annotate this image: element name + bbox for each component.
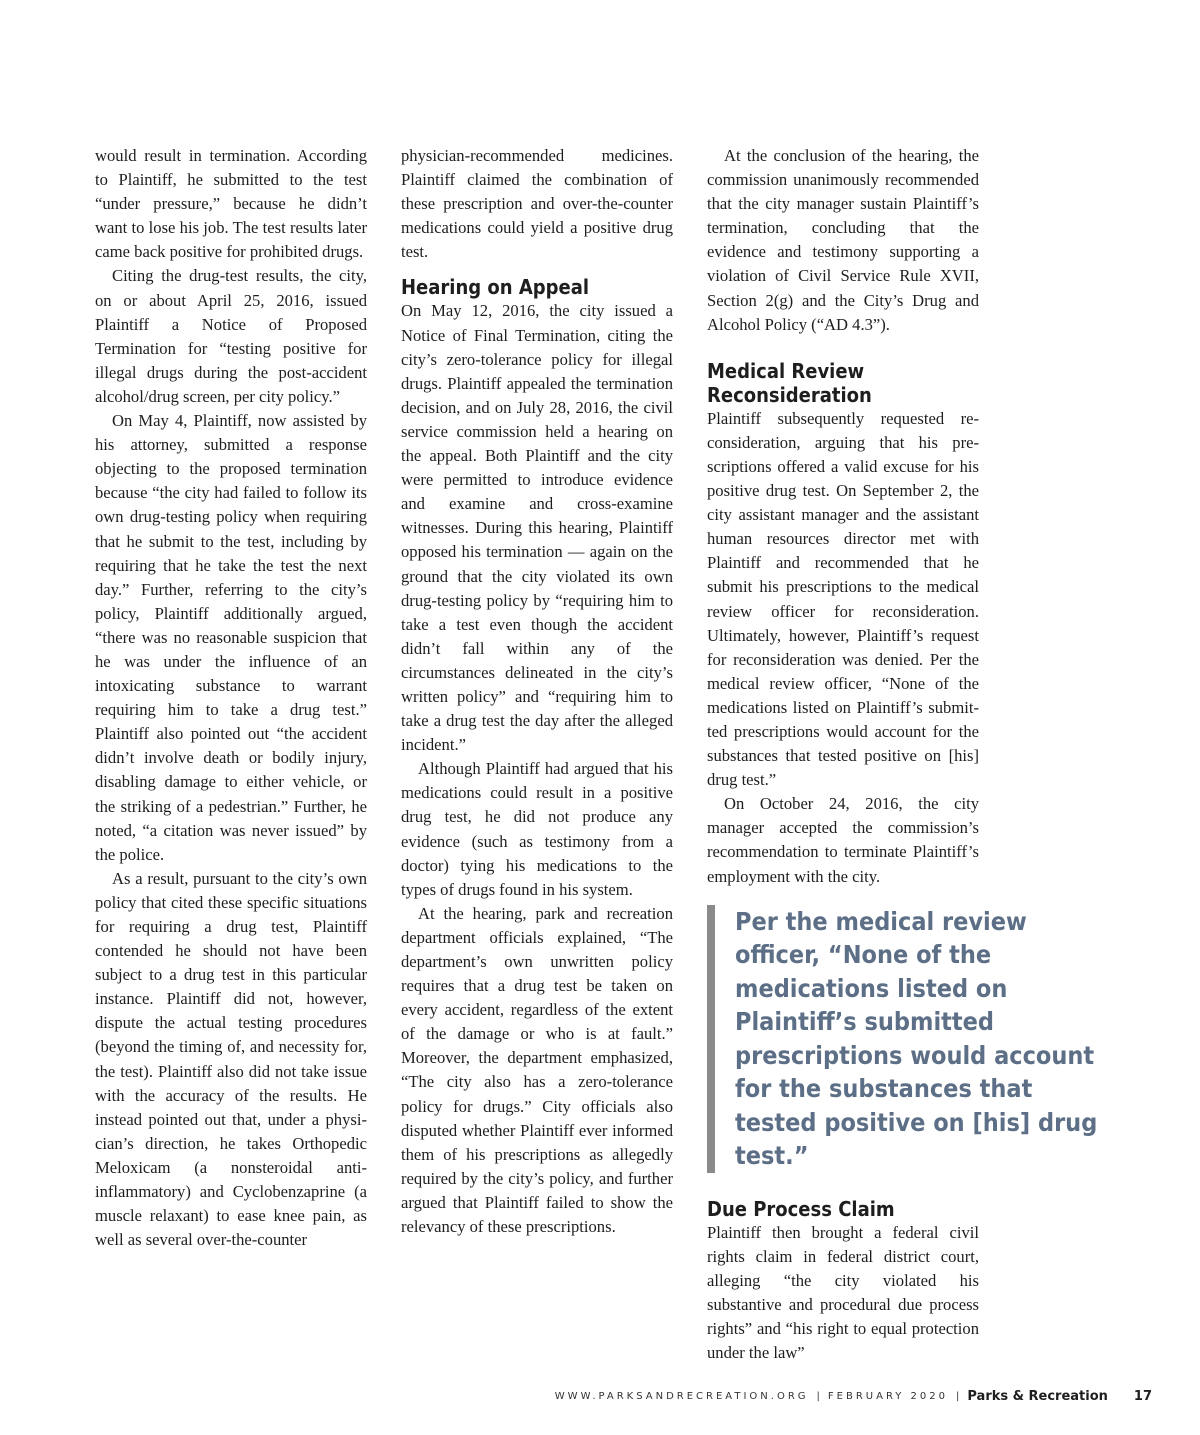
paragraph: Plaintiff then brought a federal civil rights claim in federal district court, alleging “the city violated his substantive and procedural due process rights” and “his right to equal protection under the law” <box>707 1222 979 1363</box>
page-footer <box>555 1386 1152 1406</box>
footer-date: FEBRUARY 2020 <box>827 1390 948 1402</box>
section-heading-due-process: Due Process Claim <box>707 1196 895 1221</box>
paragraph: On May 12, 2016, the city issued a Notice of Final Termination, citing the city’s zero-tolerance policy for illegal drugs. Plaintiff appealed the termination decision, and on July 28, 2016, the civil service commission held a hearing on the appeal. Both Plaintiff and the city were permitted to introduce evidence and examine and cross-examine witnesses. During this hearing, Plaintiff opposed his termination — again on the ground that the city violated its own drug-testing policy by “requiring him to take a test even though the accident didn’t fall within any of the circumstances delineated in the city’s written policy” and “requiring him to take a drug test the day after the alleged incident.” <box>401 301 673 755</box>
footer-separator: | <box>956 1390 960 1402</box>
article-column-1 <box>95 144 367 1252</box>
paragraph: On October 24, 2016, the city manager accepted the commission’s recommendation to terminate Plaintiff’s employment with the city. <box>707 794 979 886</box>
pull-quote <box>707 905 1105 1173</box>
footer-url: WWW.PARKSANDRECREATION.ORG <box>554 1390 809 1402</box>
footer-separator: | <box>816 1390 820 1402</box>
article-column-2 <box>401 144 673 1239</box>
footer-magazine-name: Parks & Recreation <box>967 1388 1108 1404</box>
paragraph: would result in termination. According to Plaintiff, he submitted to the test “under pressure,” because he didn’t want to lose his job. The test results later came back positive for prohibited drugs. <box>95 146 367 262</box>
paragraph: As a result, pursuant to the city’s own policy that cited these specific situations for requiring a drug test, Plaintiff contended he should not have been subject to a drug test in this particular instance. Plaintiff did not, however, dispute the actual testing procedures (beyond the timing of, and necessity for, the test). Plaintiff also did not take issue with the accuracy of the results. He instead pointed out that, under a physician’s direction, he takes Orthopedic Meloxicam (a nonsteroidal anti-inflammatory) and Cyclobenzaprine (a muscle relaxant) to ease knee pain, as well as several over-the-counter <box>95 868 367 1250</box>
section-heading-hearing-on-appeal: Hearing on Appeal <box>401 275 590 300</box>
paragraph: At the conclusion of the hearing, the commission unanimously recommended that the city manager sustain Plaintiff’s termination, concluding that the evidence and testimony supporting a violation of Civil Service Rule XVII, Section 2(g) and the City’s Drug and Alcohol Policy (“AD 4.3”). <box>707 146 979 334</box>
page-number: 17 <box>1133 1388 1152 1404</box>
paragraph: Plaintiff subsequently requested reconsideration, arguing that his prescriptions offered a valid excuse for his positive drug test. On September 2, the city assistant manager and the assistant human resources director met with Plaintiff and recommended that he submit his prescriptions to the medical review officer for reconsideration. Ultimately, however, Plaintiff’s request for reconsideration was denied. Per the medical review officer, “None of the medications listed on Plaintiff’s submitted prescriptions would account for the substances that tested positive on [his] drug test.” <box>707 408 979 790</box>
pull-quote-text: Per the medical review officer, “None of the medications listed on Plaintiff’s submitted prescriptions would account for the substances that tested positive on [his] drug test.” <box>735 906 1098 1171</box>
paragraph: Although Plaintiff had argued that his medications could result in a positive drug test, he did not produce any evidence (such as testimony from a doctor) tying his medications to the types of drugs found in his system. <box>401 759 673 899</box>
paragraph: physician-recommended medicines. Plaintiff claimed the combination of these prescription and over-the-counter medications could yield a positive drug test. <box>401 146 673 262</box>
paragraph: At the hearing, park and recreation department officials explained, “The department’s own unwritten policy requires that a drug test be taken on every accident, regardless of the extent of the damage or who is at fault.” Moreover, the department emphasized, “The city also has a zero-tolerance policy for drugs.” City officials also disputed whether Plaintiff ever informed them of his prescriptions as allegedly required by the city’s policy, and further argued that Plaintiff failed to show the relevancy of these prescriptions. <box>401 903 673 1237</box>
article-column-3 <box>707 144 1098 1365</box>
paragraph: Citing the drug-test results, the city, on or about April 25, 2016, issued Plaintiff a Notice of Proposed Termination for “testing positive for illegal drugs during the post-accident alcohol/drug screen, per city policy.” <box>95 266 367 406</box>
paragraph: On May 4, Plaintiff, now assisted by his attorney, submitted a response objecting to the proposed termination because “the city had failed to follow its own drug-testing policy when requiring that he submit to the test, including by requiring that he take the test the next day.” Further, referring to the city’s policy, Plaintiff additionally argued, “there was no reasonable suspicion that he was under the influence of an intoxicating substance to warrant requiring him to take a drug test.” Plaintiff also pointed out “the accident didn’t involve death or bodily injury, disabling damage to either vehicle, or the striking of a pedestrian.” Further, he noted, “a citation was never issued” by the police. <box>95 411 367 864</box>
section-heading-medical-review: Medical Review Reconsideration <box>707 358 872 407</box>
